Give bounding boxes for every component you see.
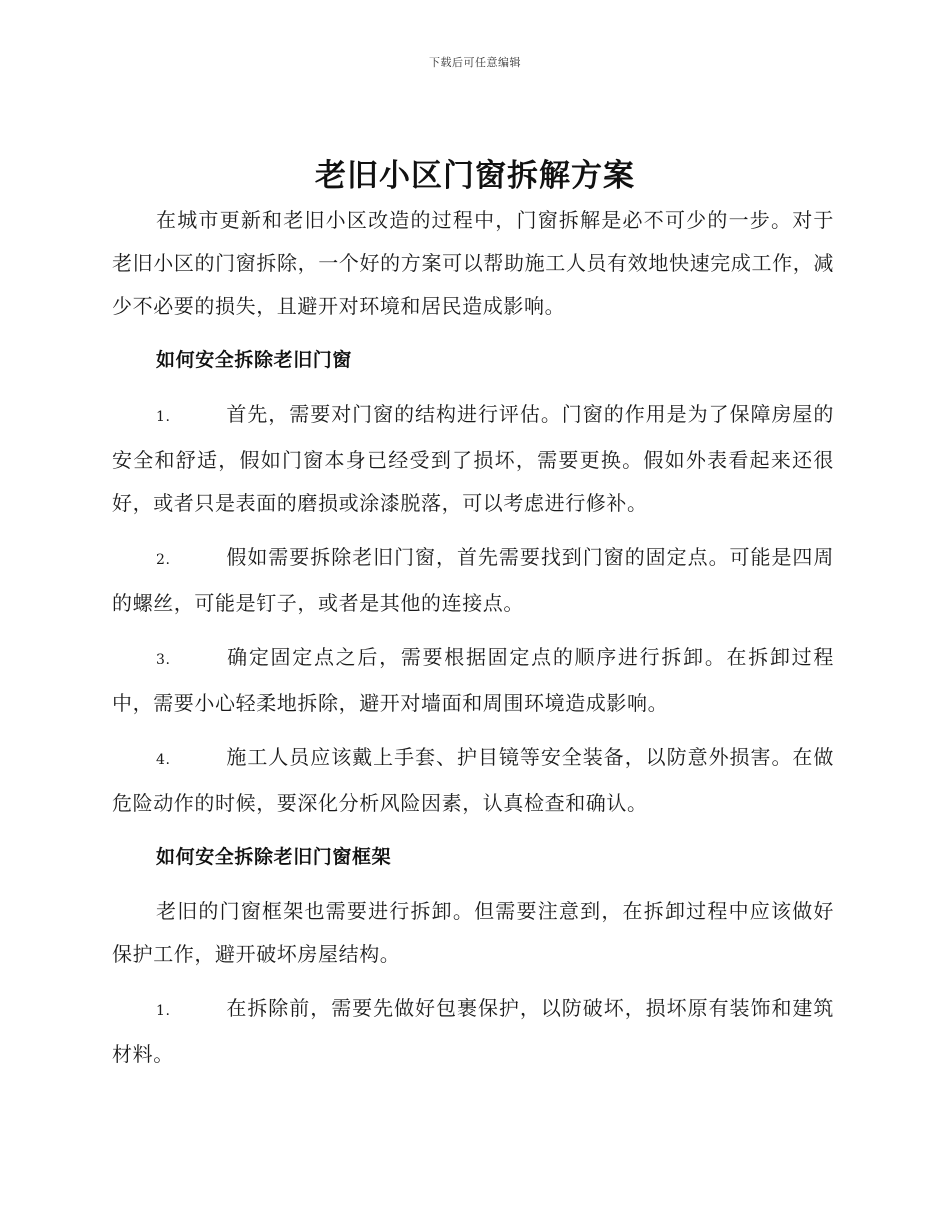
list-item-number: 2. [156,552,171,568]
list-item [112,987,834,1076]
list-item-number: 1. [156,409,171,425]
list-item-text: 施工人员应该戴上手套、护目镜等安全装备，以防意外损害。在做危险动作的时候，要深化分析风险因素，认真检查和确认。 [112,745,834,815]
section-heading-window-removal: 如何安全拆除老旧门窗 [156,349,353,371]
list-item [112,636,834,725]
list-item [112,393,834,525]
list-item-text: 确定固定点之后，需要根据固定点的顺序进行拆卸。在拆卸过程中，需要小心轻柔地拆除，避开对墙面和周围环境造成影响。 [112,645,834,715]
list-item-text: 在拆除前，需要先做好包裹保护，以防破坏，损坏原有装饰和建筑材料。 [112,996,834,1066]
list-item-number: 3. [156,652,171,668]
list-item-text: 假如需要拆除老旧门窗，首先需要找到门窗的固定点。可能是四周的螺丝，可能是钉子，或者是其他的连接点。 [112,545,834,615]
list-item-number: 1. [156,1003,171,1019]
section2-intro-paragraph: 老旧的门窗框架也需要进行拆卸。但需要注意到，在拆卸过程中应该做好保护工作，避开破坏房屋结构。 [112,899,834,966]
list-item-number: 4. [156,752,171,768]
document-title: 老旧小区门窗拆解方案 [315,158,635,194]
list-item-text: 首先，需要对门窗的结构进行评估。门窗的作用是为了保障房屋的安全和舒适，假如门窗本身已经受到了损坏，需要更换。假如外表看起来还很好，或者只是表面的磨损或涂漆脱落，可以考虑进行修补。 [112,402,834,515]
header-note: 下载后可任意编辑 [429,56,521,69]
intro-paragraph: 在城市更新和老旧小区改造的过程中，门窗拆解是必不可少的一步。对于老旧小区的门窗拆除，一个好的方案可以帮助施工人员有效地快速完成工作，减少不必要的损失，且避开对环境和居民造成影响。 [112,208,834,318]
list-item [112,736,834,825]
list-item [112,536,834,625]
section-heading-frame-removal: 如何安全拆除老旧门窗框架 [156,846,392,868]
document-body [112,199,834,1087]
